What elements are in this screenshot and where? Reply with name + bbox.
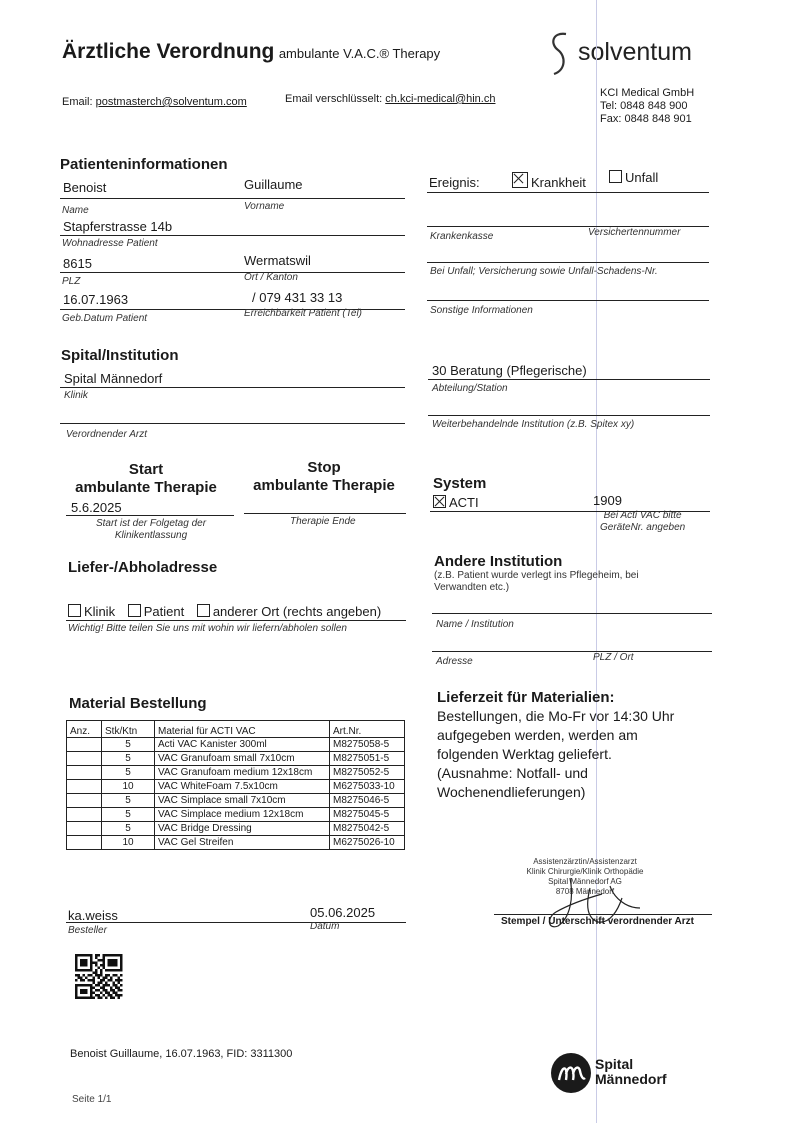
spital-logo-line-2: Männedorf xyxy=(595,1071,667,1087)
abteilung-label: Abteilung/Station xyxy=(432,383,508,394)
acti-checkbox[interactable] xyxy=(433,495,479,510)
andere-plz-label: PLZ / Ort xyxy=(593,652,634,663)
start-note-2: Klinikentlassung xyxy=(114,530,188,541)
anz-cell[interactable] xyxy=(67,822,102,836)
lieferzeit-heading: Lieferzeit für Materialien: xyxy=(437,689,615,706)
system-note-2: GeräteNr. angeben xyxy=(600,522,686,533)
patient-dob[interactable]: 16.07.1963 xyxy=(63,292,129,307)
artnr-cell: M8275042-5 xyxy=(330,822,405,836)
unfall-versicherung-label: Bei Unfall; Versicherung sowie Unfall-Schadens-Nr. xyxy=(430,266,658,277)
stk-cell: 10 xyxy=(102,780,155,794)
checkbox-icon[interactable] xyxy=(68,604,81,617)
stop-heading-2: ambulante Therapie xyxy=(253,477,395,494)
lieferzeit-line: Wochenendlieferungen) xyxy=(437,784,586,800)
artnr-cell: M8275045-5 xyxy=(330,808,405,822)
system-note xyxy=(600,510,685,534)
material-cell: VAC Granufoam small 7x10cm xyxy=(155,752,330,766)
material-cell: Acti VAC Kanister 300ml xyxy=(155,738,330,752)
material-heading: Material Bestellung xyxy=(69,695,207,712)
anz-cell[interactable] xyxy=(67,780,102,794)
tel-label: Erreichbarkeit Patient (Tel) xyxy=(244,308,363,319)
arzt-label: Verordnender Arzt xyxy=(66,429,147,440)
email-enc-link[interactable]: ch.kci-medical@hin.ch xyxy=(385,93,496,105)
klinik-value[interactable]: Spital Männedorf xyxy=(64,371,163,386)
patient-tel[interactable]: / 079 431 33 13 xyxy=(252,290,343,305)
krankheit-label: Krankheit xyxy=(531,175,586,190)
table-row xyxy=(67,780,405,794)
material-cell: VAC Bridge Dressing xyxy=(155,822,330,836)
stk-cell: 5 xyxy=(102,766,155,780)
lieferzeit-line: folgenden Werktag geliefert. xyxy=(437,746,612,762)
stop-heading xyxy=(240,459,408,495)
spital-logo-text xyxy=(595,1057,667,1087)
company-tel: Tel: 0848 848 900 xyxy=(600,100,688,112)
weiter-label: Weiterbehandelnde Institution (z.B. Spitex xy) xyxy=(432,419,635,430)
artnr-cell: M8275051-5 xyxy=(330,752,405,766)
anz-cell[interactable] xyxy=(67,738,102,752)
krankenkasse-label: Krankenkasse xyxy=(430,231,494,242)
liefer-options xyxy=(68,604,381,619)
artnr-cell: M6275026-10 xyxy=(330,836,405,850)
table-row xyxy=(67,808,405,822)
start-date[interactable]: 5.6.2025 xyxy=(71,500,122,515)
table-row xyxy=(67,822,405,836)
liefer-note: Wichtig! Bitte teilen Sie uns mit wohin wir liefern/abholen sollen xyxy=(68,623,347,634)
material-cell: VAC Gel Streifen xyxy=(155,836,330,850)
patient-name[interactable]: Benoist xyxy=(63,180,107,195)
stk-cell: 10 xyxy=(102,836,155,850)
scan-artifact-line xyxy=(596,0,597,1123)
brand-name: solventum xyxy=(578,38,692,66)
liefer-anderer-checkbox[interactable] xyxy=(197,604,381,619)
handwritten-signature xyxy=(540,868,650,938)
andere-adresse-label: Adresse xyxy=(436,656,473,667)
system-heading: System xyxy=(433,475,487,492)
andere-name-label: Name / Institution xyxy=(436,619,514,630)
patient-plz[interactable]: 8615 xyxy=(63,256,92,271)
klinik-label: Klinik xyxy=(64,390,88,401)
artnr-cell: M8275046-5 xyxy=(330,794,405,808)
andere-note xyxy=(434,570,639,594)
patient-heading: Patienteninformationen xyxy=(60,156,228,173)
unfall-label: Unfall xyxy=(625,170,659,185)
checkbox-icon[interactable] xyxy=(197,604,210,617)
checkbox-icon[interactable] xyxy=(128,604,141,617)
page-title xyxy=(62,40,440,64)
andere-note-2: Verwandten etc.) xyxy=(434,582,510,593)
start-note xyxy=(66,518,236,542)
material-cell: VAC Simplace small 7x10cm xyxy=(155,794,330,808)
plz-label: PLZ xyxy=(62,276,81,287)
liefer-patient-label: Patient xyxy=(143,604,185,619)
checkbox-checked-icon[interactable] xyxy=(512,172,528,188)
stamp-line: Klinik Chirurgie/Klinik Orthopädie xyxy=(526,867,644,876)
liefer-heading: Liefer-/Abholadresse xyxy=(68,559,218,576)
signature-label: Stempel / Unterschrift verordnender Arzt xyxy=(501,916,695,927)
krankheit-checkbox[interactable] xyxy=(512,172,586,190)
spital-heading: Spital/Institution xyxy=(61,347,179,364)
spital-maennedorf-logo-icon xyxy=(550,1052,592,1094)
patient-ort[interactable]: Wermatswil xyxy=(244,253,311,268)
sonstige-label: Sonstige Informationen xyxy=(430,305,533,316)
form-title: Ärztliche Verordnung xyxy=(62,40,275,63)
col-artnr: Art.Nr. xyxy=(330,721,405,738)
unfall-checkbox[interactable] xyxy=(609,170,658,185)
anz-cell[interactable] xyxy=(67,836,102,850)
material-table-header xyxy=(67,721,405,738)
stk-cell: 5 xyxy=(102,794,155,808)
table-row xyxy=(67,836,405,850)
col-material: Material für ACTI VAC xyxy=(155,721,330,738)
footer-page: Seite 1/1 xyxy=(72,1094,112,1105)
start-heading-1: Start xyxy=(128,461,164,478)
artnr-cell: M8275058-5 xyxy=(330,738,405,752)
footer-patient-line: Benoist Guillaume, 16.07.1963, FID: 3311300 xyxy=(70,1048,293,1060)
stk-cell: 5 xyxy=(102,752,155,766)
stamp-line: Spital Männedorf AG xyxy=(548,877,622,886)
dob-label: Geb.Datum Patient xyxy=(62,313,148,324)
stamp-line: 8708 Männedorf xyxy=(555,887,615,896)
anz-cell[interactable] xyxy=(67,766,102,780)
acti-label: ACTI xyxy=(449,495,479,510)
system-note-1: Bei Acti VAC bitte xyxy=(603,510,682,521)
email-enc-label: Email verschlüsselt: xyxy=(285,93,383,105)
stk-cell: 5 xyxy=(102,738,155,752)
stop-heading-1: Stop xyxy=(307,459,341,476)
email-label: Email: xyxy=(62,96,93,108)
anz-cell[interactable] xyxy=(67,794,102,808)
material-cell: VAC Granufoam medium 12x18cm xyxy=(155,766,330,780)
checkbox-checked-icon[interactable] xyxy=(433,495,446,508)
lieferzeit-line: (Ausnahme: Notfall- und xyxy=(437,765,588,781)
form-subtitle: ambulante V.A.C.® Therapy xyxy=(278,46,441,61)
email-link[interactable]: postmasterch@solventum.com xyxy=(95,96,247,108)
lieferzeit-block xyxy=(437,688,674,802)
stop-label: Therapie Ende xyxy=(290,516,356,527)
lieferzeit-line: aufgegeben werden, werden am xyxy=(437,727,638,743)
artnr-cell: M6275033-10 xyxy=(330,780,405,794)
lieferzeit-line: Bestellungen, die Mo-Fr vor 14:30 Uhr xyxy=(437,708,675,724)
company-info xyxy=(600,87,694,126)
artnr-cell: M8275052-5 xyxy=(330,766,405,780)
material-table xyxy=(66,720,405,850)
spital-logo-line-1: Spital xyxy=(595,1056,634,1072)
anz-cell[interactable] xyxy=(67,752,102,766)
email-row xyxy=(62,96,247,108)
geraet-nr[interactable]: 1909 xyxy=(593,493,622,508)
patient-address[interactable]: Stapferstrasse 14b xyxy=(63,219,173,234)
datum-label: Datum xyxy=(310,921,340,932)
abteilung-value[interactable]: 30 Beratung (Pflegerische) xyxy=(432,363,587,378)
solventum-s-icon xyxy=(546,30,572,78)
checkbox-icon[interactable] xyxy=(609,170,622,183)
email-encrypted-row xyxy=(285,93,495,105)
besteller-label: Besteller xyxy=(68,925,107,936)
table-row xyxy=(67,738,405,752)
ort-label: Ort / Kanton xyxy=(244,272,298,283)
table-row xyxy=(67,752,405,766)
stk-cell: 5 xyxy=(102,822,155,836)
table-row xyxy=(67,766,405,780)
start-heading-2: ambulante Therapie xyxy=(75,479,217,496)
patient-vorname[interactable]: Guillaume xyxy=(244,177,303,192)
vorname-label: Vorname xyxy=(244,201,285,212)
ereignis-label: Ereignis: xyxy=(429,175,480,190)
start-heading xyxy=(60,461,232,497)
company-fax: Fax: 0848 848 901 xyxy=(600,113,692,125)
qr-code-icon xyxy=(75,954,123,1000)
solventum-logo xyxy=(546,30,572,83)
col-stk: Stk/Ktn xyxy=(102,721,155,738)
andere-note-1: (z.B. Patient wurde verlegt ins Pflegeheim, bei xyxy=(434,570,639,581)
stamp-line: Assistenzärztin/Assistenzarzt xyxy=(533,857,637,866)
material-cell: VAC Simplace medium 12x18cm xyxy=(155,808,330,822)
start-note-1: Start ist der Folgetag der xyxy=(95,518,207,529)
liefer-klinik-label: Klinik xyxy=(84,604,116,619)
stk-cell: 5 xyxy=(102,808,155,822)
address-label: Wohnadresse Patient xyxy=(62,238,158,249)
spital-logo xyxy=(550,1052,592,1099)
company-name: KCI Medical GmbH xyxy=(600,87,695,99)
liefer-patient-checkbox[interactable] xyxy=(128,604,184,619)
liefer-anderer-label: anderer Ort (rechts angeben) xyxy=(212,604,382,619)
datum-value[interactable]: 05.06.2025 xyxy=(310,905,376,920)
anz-cell[interactable] xyxy=(67,808,102,822)
table-row xyxy=(67,794,405,808)
besteller-value[interactable]: ka.weiss xyxy=(68,908,118,923)
versichertennummer-label: Versichertennummer xyxy=(588,227,681,238)
liefer-klinik-checkbox[interactable] xyxy=(68,604,115,619)
name-label: Name xyxy=(62,205,89,216)
material-cell: VAC WhiteFoam 7.5x10cm xyxy=(155,780,330,794)
andere-heading: Andere Institution xyxy=(434,553,563,570)
col-anz: Anz. xyxy=(67,721,102,738)
